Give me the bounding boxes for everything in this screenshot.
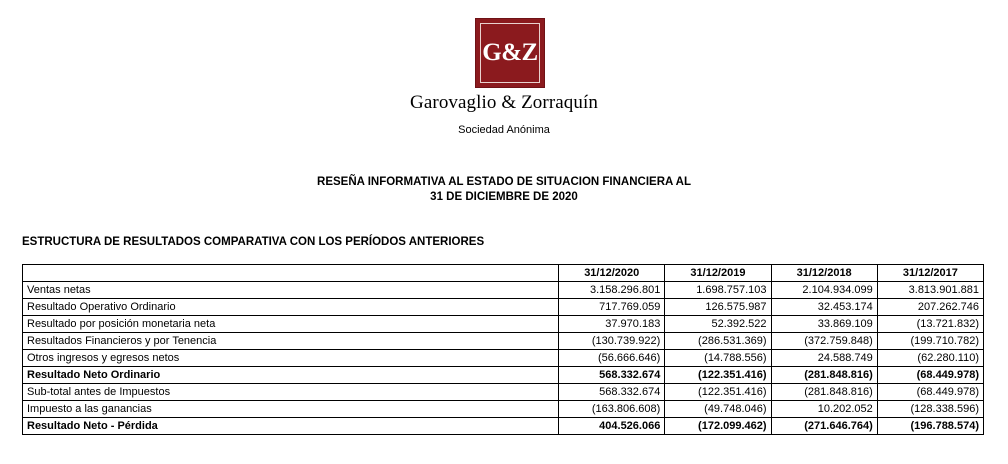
row-value: 3.813.901.881	[877, 282, 983, 299]
results-table	[22, 264, 984, 435]
document-title-line-1: RESEÑA INFORMATIVA AL ESTADO DE SITUACION FINANCIERA AL	[317, 176, 691, 188]
row-label: Impuesto a las ganancias	[23, 401, 559, 418]
row-label: Resultado Neto - Pérdida	[23, 418, 559, 435]
row-value: (281.848.816)	[771, 367, 877, 384]
row-value: 3.158.296.801	[559, 282, 665, 299]
firm-name: Garovaglio & Zorraquín	[410, 92, 598, 113]
section-title: ESTRUCTURA DE RESULTADOS COMPARATIVA CON LOS PERÍODOS ANTERIORES	[22, 236, 485, 248]
row-value: (286.531.369)	[665, 333, 771, 350]
column-header-2019: 31/12/2019	[665, 265, 771, 282]
row-label: Otros ingresos y egresos netos	[23, 350, 559, 367]
row-value: (130.739.922)	[559, 333, 665, 350]
table-row	[23, 282, 984, 299]
document-title	[0, 175, 1008, 205]
row-value: 126.575.987	[665, 299, 771, 316]
row-value: 37.970.183	[559, 316, 665, 333]
row-value: (199.710.782)	[877, 333, 983, 350]
row-value: 717.769.059	[559, 299, 665, 316]
table-header-row	[23, 265, 984, 282]
table-row	[23, 333, 984, 350]
row-value: 10.202.052	[771, 401, 877, 418]
table-row	[23, 350, 984, 367]
table-row	[23, 299, 984, 316]
row-value: 32.453.174	[771, 299, 877, 316]
row-label: Resultado Operativo Ordinario	[23, 299, 559, 316]
row-value: (14.788.556)	[665, 350, 771, 367]
column-header-2020: 31/12/2020	[559, 265, 665, 282]
row-value: (372.759.848)	[771, 333, 877, 350]
row-value: (13.721.832)	[877, 316, 983, 333]
company-logo	[475, 18, 545, 88]
row-value: 33.869.109	[771, 316, 877, 333]
row-value: (281.848.816)	[771, 384, 877, 401]
row-value: 2.104.934.099	[771, 282, 877, 299]
table-row	[23, 384, 984, 401]
row-label: Ventas netas	[23, 282, 559, 299]
table-row-total	[23, 418, 984, 435]
row-value: (196.788.574)	[877, 418, 983, 435]
row-value: 568.332.674	[559, 367, 665, 384]
row-value: 52.392.522	[665, 316, 771, 333]
row-value: (68.449.978)	[877, 367, 983, 384]
row-value: (56.666.646)	[559, 350, 665, 367]
row-value: 404.526.066	[559, 418, 665, 435]
row-value: (172.099.462)	[665, 418, 771, 435]
row-value: (49.748.046)	[665, 401, 771, 418]
row-value: 568.332.674	[559, 384, 665, 401]
header-blank-cell	[23, 265, 559, 282]
row-value: (122.351.416)	[665, 367, 771, 384]
row-label: Sub-total antes de Impuestos	[23, 384, 559, 401]
logo-text: G&Z	[480, 23, 540, 83]
table-row	[23, 401, 984, 418]
firm-subtitle: Sociedad Anónima	[458, 124, 550, 136]
row-value: 24.588.749	[771, 350, 877, 367]
row-value: (163.806.608)	[559, 401, 665, 418]
column-header-2018: 31/12/2018	[771, 265, 877, 282]
row-value: (128.338.596)	[877, 401, 983, 418]
row-value: 207.262.746	[877, 299, 983, 316]
row-value: 1.698.757.103	[665, 282, 771, 299]
row-label: Resultados Financieros y por Tenencia	[23, 333, 559, 350]
row-label: Resultado Neto Ordinario	[23, 367, 559, 384]
row-value: (122.351.416)	[665, 384, 771, 401]
table-row-subtotal	[23, 367, 984, 384]
row-value: (62.280.110)	[877, 350, 983, 367]
row-label: Resultado por posición monetaria neta	[23, 316, 559, 333]
row-value: (271.646.764)	[771, 418, 877, 435]
table-row	[23, 316, 984, 333]
document-title-line-2: 31 DE DICIEMBRE DE 2020	[430, 191, 578, 203]
column-header-2017: 31/12/2017	[877, 265, 983, 282]
row-value: (68.449.978)	[877, 384, 983, 401]
